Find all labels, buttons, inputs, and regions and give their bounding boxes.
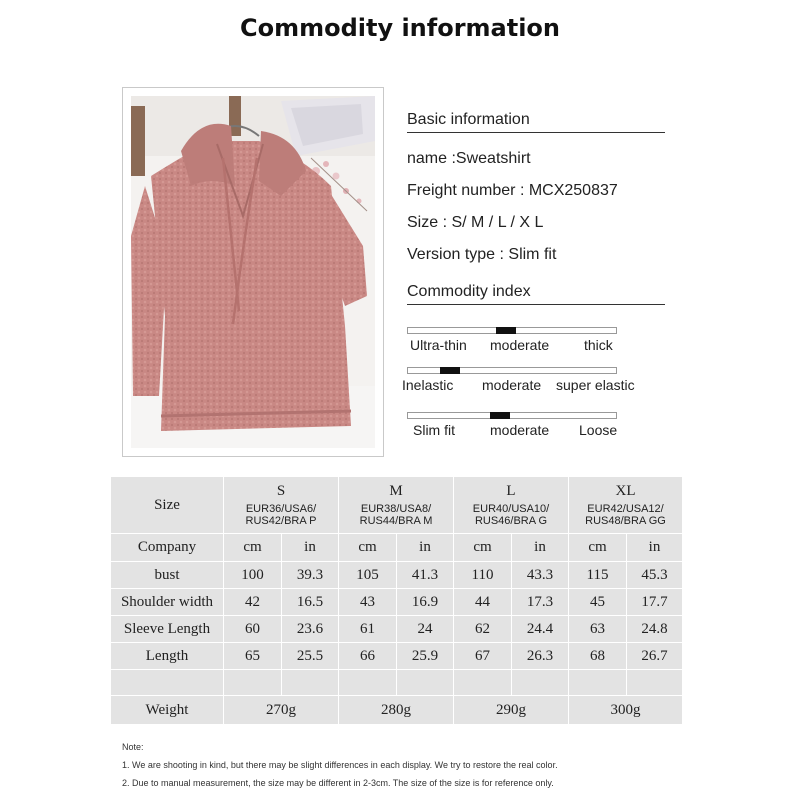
table-cell: 44 [454, 589, 512, 616]
row-label: Sleeve Length [111, 616, 224, 643]
fit-label-low: Slim fit [413, 422, 455, 438]
unit-cell: in [512, 534, 569, 562]
weight-cell: 290g [454, 696, 569, 725]
size-code: EUR40/USA10/ RUS46/BRA G [472, 503, 550, 527]
elasticity-label-high: super elastic [556, 377, 635, 393]
size-code: EUR42/USA12/ RUS48/BRA GG [585, 503, 666, 527]
table-cell: 24.8 [627, 616, 683, 643]
note-line: 1. We are shooting in kind, but there may be slight differences in each display. We try to restore the real color. [122, 760, 558, 770]
size-name: L [506, 483, 516, 499]
table-cell: 24.4 [512, 616, 569, 643]
table-cell: 41.3 [397, 562, 454, 589]
unit-row [111, 534, 683, 562]
company-label: Company [111, 534, 224, 562]
empty-cell [111, 670, 224, 696]
size-s-header [224, 477, 339, 534]
elasticity-marker [440, 367, 460, 374]
basic-info-heading: Basic information [407, 111, 530, 128]
table-cell: 115 [569, 562, 627, 589]
thickness-label-high: thick [584, 337, 613, 353]
size-header-row [111, 477, 683, 534]
table-cell: 39.3 [282, 562, 339, 589]
sweatshirt-image [131, 96, 375, 448]
thickness-marker [496, 327, 516, 334]
note-line: 2. Due to manual measurement, the size may be different in 2-3cm. The size of the size is for reference only. [122, 778, 554, 788]
unit-cell: cm [339, 534, 397, 562]
size-name: M [389, 483, 403, 499]
unit-cell: in [282, 534, 339, 562]
row-label: Length [111, 643, 224, 670]
empty-row [111, 670, 683, 696]
table-row [111, 616, 683, 643]
unit-cell: cm [224, 534, 282, 562]
table-cell: 24 [397, 616, 454, 643]
empty-cell [627, 670, 683, 696]
size-table [110, 476, 683, 725]
size-xl-header [569, 477, 683, 534]
size-code: EUR38/USA8/ RUS44/BRA M [359, 503, 433, 527]
notes-heading: Note: [122, 742, 144, 752]
weight-cell: 280g [339, 696, 454, 725]
table-cell: 63 [569, 616, 627, 643]
table-cell: 61 [339, 616, 397, 643]
product-photo-frame [122, 87, 384, 457]
table-row [111, 643, 683, 670]
thickness-scale [407, 327, 617, 334]
notes [122, 738, 558, 792]
table-cell: 43.3 [512, 562, 569, 589]
unit-cell: cm [569, 534, 627, 562]
table-cell: 16.9 [397, 589, 454, 616]
table-cell: 25.5 [282, 643, 339, 670]
table-cell: 67 [454, 643, 512, 670]
fit-scale [407, 412, 617, 419]
table-cell: 26.3 [512, 643, 569, 670]
page-title: Commodity information [239, 14, 561, 42]
unit-cell: in [397, 534, 454, 562]
weight-row [111, 696, 683, 725]
basic-info-rule [407, 132, 665, 133]
table-cell: 23.6 [282, 616, 339, 643]
table-row [111, 589, 683, 616]
thickness-label-mid: moderate [490, 337, 550, 353]
elasticity-label-mid: moderate [482, 377, 542, 393]
table-cell: 17.3 [512, 589, 569, 616]
row-label: bust [111, 562, 224, 589]
table-cell: 68 [569, 643, 627, 670]
commodity-index-rule [407, 304, 665, 305]
empty-cell [224, 670, 282, 696]
fit-label-high: Loose [579, 422, 618, 438]
size-header-label: Size [111, 477, 224, 534]
table-cell: 66 [339, 643, 397, 670]
table-row [111, 562, 683, 589]
table-cell: 110 [454, 562, 512, 589]
size-m-header [339, 477, 454, 534]
row-label: Shoulder width [111, 589, 224, 616]
table-cell: 43 [339, 589, 397, 616]
table-cell: 45 [569, 589, 627, 616]
product-name: name :Sweatshirt [407, 150, 531, 167]
size-l-header [454, 477, 569, 534]
empty-cell [339, 670, 397, 696]
unit-cell: cm [454, 534, 512, 562]
table-cell: 62 [454, 616, 512, 643]
freight-number: Freight number : MCX250837 [407, 182, 618, 199]
table-cell: 26.7 [627, 643, 683, 670]
empty-cell [282, 670, 339, 696]
fit-marker [490, 412, 510, 419]
table-cell: 45.3 [627, 562, 683, 589]
size-name: XL [615, 483, 636, 499]
table-cell: 17.7 [627, 589, 683, 616]
table-cell: 65 [224, 643, 282, 670]
table-cell: 16.5 [282, 589, 339, 616]
thickness-label-low: Ultra-thin [410, 337, 467, 353]
elasticity-scale [407, 367, 617, 374]
table-cell: 60 [224, 616, 282, 643]
table-cell: 25.9 [397, 643, 454, 670]
size-name: S [276, 483, 286, 499]
empty-cell [454, 670, 512, 696]
size-list: Size : S/ M / L / X L [407, 214, 544, 231]
weight-cell: 270g [224, 696, 339, 725]
table-cell: 100 [224, 562, 282, 589]
empty-cell [512, 670, 569, 696]
table-cell: 105 [339, 562, 397, 589]
table-cell: 42 [224, 589, 282, 616]
empty-cell [569, 670, 627, 696]
commodity-index-heading: Commodity index [407, 283, 531, 300]
elasticity-label-low: Inelastic [402, 377, 454, 393]
fit-label-mid: moderate [490, 422, 550, 438]
version-type: Version type : Slim fit [407, 246, 557, 263]
weight-cell: 300g [569, 696, 683, 725]
unit-cell: in [627, 534, 683, 562]
size-code: EUR36/USA6/ RUS42/BRA P [245, 503, 317, 527]
weight-label: Weight [111, 696, 224, 725]
product-photo [131, 96, 375, 448]
empty-cell [397, 670, 454, 696]
